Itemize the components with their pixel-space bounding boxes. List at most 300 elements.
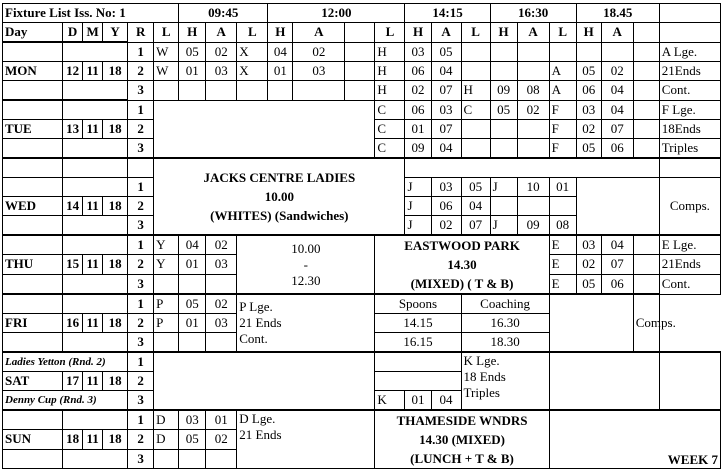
mon-rink-3 (3, 81, 721, 101)
cell: 03 (405, 42, 431, 62)
thu-event (375, 235, 549, 294)
blank (3, 449, 63, 468)
col-h: H (576, 23, 601, 43)
rink-number: 1 (128, 235, 154, 255)
date-y: 18 (103, 430, 128, 449)
header-row-times (3, 4, 721, 23)
col-h: H (268, 23, 293, 43)
blank (293, 81, 345, 101)
note: Cont. (659, 274, 720, 294)
cell: 01 (179, 62, 206, 81)
fri-note-3: Cont. (239, 331, 268, 346)
rink-number: 2 (128, 255, 154, 274)
date-m: 11 (83, 197, 103, 216)
rink-number: 2 (128, 314, 154, 333)
cell: E (549, 235, 576, 255)
col-l: L (375, 23, 405, 43)
blank (63, 100, 128, 120)
blank (633, 255, 659, 274)
col-r: R (128, 23, 154, 43)
blank (206, 274, 237, 294)
wed-event-line-1: JACKS CENTRE LADIES (203, 170, 356, 185)
wed-spacer (3, 158, 721, 178)
blank (549, 42, 576, 62)
blank-block (549, 352, 659, 410)
cell: P (154, 294, 179, 314)
blank (3, 216, 63, 236)
cell: 09 (405, 139, 431, 159)
blank (63, 158, 128, 178)
blank (461, 42, 490, 62)
cell: 04 (461, 197, 490, 216)
cell: C (461, 100, 490, 120)
thu-time-end: 12.30 (291, 272, 321, 288)
cell: E (549, 255, 576, 274)
blank (461, 120, 490, 139)
time-1200: 12:00 (268, 4, 405, 23)
cell: 01 (179, 314, 206, 333)
cell: J (490, 178, 517, 197)
fri-note: Comps. (633, 294, 659, 352)
cell: F (549, 120, 576, 139)
blank (490, 120, 517, 139)
col-d: D (63, 23, 83, 43)
cell: J (405, 178, 431, 197)
rink-number: 2 (128, 62, 154, 81)
blank (63, 235, 128, 255)
mon-rink-2 (3, 62, 721, 81)
blank (633, 274, 659, 294)
blank (268, 81, 293, 101)
date-d: 18 (63, 430, 83, 449)
cell: 01 (179, 255, 206, 274)
cell: 05 (461, 178, 490, 197)
sun-note-1: D Lge. (239, 411, 276, 426)
cell: 08 (517, 81, 549, 101)
col-y: Y (103, 23, 128, 43)
rink-number: 3 (128, 139, 154, 159)
blank (659, 23, 720, 43)
cell: F (549, 139, 576, 159)
cell: C (375, 100, 405, 120)
sat-note-3: Triples (463, 385, 500, 400)
blank (345, 62, 375, 81)
cell: 03 (206, 314, 237, 333)
rink-number: 3 (128, 333, 154, 353)
date-y: 18 (103, 255, 128, 274)
blank (490, 197, 517, 216)
cell: K (375, 391, 405, 411)
col-l: L (154, 23, 179, 43)
col-day: Day (3, 23, 63, 43)
sat-rink-1 (3, 352, 721, 372)
cell: W (154, 62, 179, 81)
blank (490, 62, 517, 81)
cell: D (154, 430, 179, 449)
blank (3, 100, 63, 120)
date-y: 18 (103, 120, 128, 139)
blank (576, 42, 601, 62)
cell: 02 (206, 235, 237, 255)
blank (490, 139, 517, 159)
thu-event-line-2: 14.30 (447, 257, 477, 272)
coaching-label: Coaching (461, 294, 549, 314)
cell: 06 (601, 139, 633, 159)
day-fri: FRI (3, 314, 63, 333)
cell: 04 (601, 100, 633, 120)
cell: 06 (576, 81, 601, 101)
cell: 10 (517, 178, 549, 197)
cell: 04 (268, 42, 293, 62)
day-sun: SUN (3, 430, 63, 449)
fri-rink-1 (3, 294, 721, 314)
cell: 02 (206, 430, 237, 449)
note: A Lge. (659, 42, 720, 62)
blank (63, 333, 128, 353)
rink-number: 1 (128, 42, 154, 62)
sun-rink-1 (3, 410, 721, 430)
spoons-label: Spoons (375, 294, 461, 314)
date-y: 18 (103, 62, 128, 81)
note: 21Ends (659, 255, 720, 274)
blank (3, 158, 63, 178)
rink-number: 1 (128, 410, 154, 430)
cell: 04 (179, 235, 206, 255)
col-m: M (83, 23, 103, 43)
blank (3, 81, 63, 101)
blank (549, 197, 576, 216)
sat-label-denny: Denny Cup (Rnd. 3) (3, 391, 128, 411)
rink-number: 1 (128, 178, 154, 197)
thu-time-start: 10.00 (291, 240, 321, 256)
cell: 08 (549, 216, 576, 236)
blank (461, 139, 490, 159)
blank (3, 274, 63, 294)
header-row-columns (3, 23, 721, 43)
blank (517, 62, 549, 81)
cell: 03 (431, 100, 461, 120)
cell: 05 (179, 430, 206, 449)
cell: 04 (431, 139, 461, 159)
blank (154, 81, 179, 101)
cell: 06 (405, 62, 431, 81)
cell: X (237, 62, 268, 81)
rink-number: 1 (128, 100, 154, 120)
blank (154, 333, 179, 353)
blank (633, 42, 659, 62)
note: Cont. (659, 81, 720, 101)
cell: 03 (206, 62, 237, 81)
time-1845: 18.45 (576, 4, 659, 23)
cell: 07 (461, 216, 490, 236)
cell: H (461, 81, 490, 101)
blank (63, 294, 128, 314)
cell: 07 (431, 120, 461, 139)
cell: 04 (601, 235, 633, 255)
rink-number: 1 (128, 352, 154, 372)
col-h: H (179, 23, 206, 43)
time-0945: 09:45 (179, 4, 268, 23)
date-m: 11 (83, 255, 103, 274)
blank (206, 449, 237, 468)
rink-number: 2 (128, 120, 154, 139)
spoons-time-2: 16.15 (375, 333, 461, 353)
date-y: 18 (103, 314, 128, 333)
cell: 05 (576, 62, 601, 81)
rink-number: 3 (128, 391, 154, 411)
rink-number: 3 (128, 449, 154, 468)
blank (179, 81, 206, 101)
blank (3, 42, 63, 62)
wed-note: Comps. (659, 178, 720, 236)
blank (206, 333, 237, 353)
blank (63, 81, 128, 101)
cell: 02 (405, 81, 431, 101)
blank (633, 120, 659, 139)
col-h: H (405, 23, 431, 43)
blank-block (154, 352, 375, 410)
blank (517, 120, 549, 139)
blank (3, 139, 63, 159)
thu-rink-1 (3, 235, 721, 255)
blank (633, 62, 659, 81)
day-mon: MON (3, 62, 63, 81)
date-d: 17 (63, 372, 83, 391)
cell: 01 (405, 120, 431, 139)
blank (63, 274, 128, 294)
date-m: 11 (83, 62, 103, 81)
blank-block (154, 100, 375, 158)
note: E Lge. (659, 235, 720, 255)
cell: 03 (576, 100, 601, 120)
cell: 05 (179, 42, 206, 62)
blank (63, 410, 128, 430)
blank-block (576, 178, 659, 236)
col-a: A (293, 23, 345, 43)
cell: W (154, 42, 179, 62)
blank (179, 274, 206, 294)
blank (517, 139, 549, 159)
blank (237, 81, 268, 101)
thu-time-dash: - (303, 256, 309, 272)
cell: 03 (293, 62, 345, 81)
blank (345, 23, 375, 43)
sun-event-line-1: THAMESIDE WNDRS (396, 413, 528, 428)
cell: Y (154, 255, 179, 274)
blank (3, 294, 63, 314)
sat-note-1: K Lge. (463, 353, 500, 368)
day-wed: WED (3, 197, 63, 216)
col-a: A (601, 23, 633, 43)
date-y: 18 (103, 197, 128, 216)
blank (179, 333, 206, 353)
date-d: 12 (63, 62, 83, 81)
date-m: 11 (83, 372, 103, 391)
wed-event-line-2: 10.00 (264, 189, 294, 204)
cell: 05 (431, 42, 461, 62)
blank (3, 333, 63, 353)
col-l: L (549, 23, 576, 43)
thu-event-line-3: (MIXED) ( T & B) (410, 276, 514, 291)
col-a: A (206, 23, 237, 43)
cell: 02 (206, 42, 237, 62)
day-sat: SAT (3, 372, 63, 391)
blank (633, 139, 659, 159)
rink-number: 2 (128, 430, 154, 449)
wed-event-line-3: (WHITES) (Sandwiches) (210, 208, 349, 223)
cell: A (549, 81, 576, 101)
sat-note-2: 18 Ends (463, 369, 506, 384)
rink-number: 2 (128, 372, 154, 391)
blank (375, 352, 461, 372)
cell: D (154, 410, 179, 430)
rink-number: 2 (128, 197, 154, 216)
cell: H (375, 42, 405, 62)
cell: H (375, 81, 405, 101)
cell: H (375, 62, 405, 81)
cell: 04 (601, 81, 633, 101)
cell: J (405, 216, 431, 236)
blank (154, 274, 179, 294)
rink-number: 3 (128, 274, 154, 294)
date-m: 11 (83, 314, 103, 333)
blank (128, 158, 154, 178)
blank-block (549, 294, 633, 352)
cell: 02 (293, 42, 345, 62)
blank (63, 178, 128, 197)
date-d: 16 (63, 314, 83, 333)
day-thu: THU (3, 255, 63, 274)
cell: 01 (268, 62, 293, 81)
cell: 03 (206, 255, 237, 274)
spoons-time-1: 14.15 (375, 314, 461, 333)
coaching-time-2: 18.30 (461, 333, 549, 353)
col-l: L (237, 23, 268, 43)
blank (345, 42, 375, 62)
fri-notes (237, 294, 375, 352)
cell: 05 (179, 294, 206, 314)
cell: C (375, 120, 405, 139)
blank (633, 81, 659, 101)
sun-event-line-3: (LUNCH + T & B) (410, 451, 514, 466)
blank (517, 197, 549, 216)
cell: C (375, 139, 405, 159)
blank (375, 372, 461, 391)
blank (63, 449, 128, 468)
blank (345, 81, 375, 101)
fixture-table (2, 3, 721, 469)
blank (659, 158, 720, 178)
cell: 05 (576, 274, 601, 294)
col-l: L (461, 23, 490, 43)
col-a: A (431, 23, 461, 43)
cell: 02 (517, 100, 549, 120)
cell: 06 (431, 197, 461, 216)
blank (633, 100, 659, 120)
wed-event (154, 158, 405, 235)
cell: 05 (490, 100, 517, 120)
blank (154, 449, 179, 468)
cell: 06 (601, 274, 633, 294)
fri-note-2: 21 Ends (239, 315, 282, 330)
cell: 04 (431, 62, 461, 81)
rink-number: 3 (128, 81, 154, 101)
cell: 03 (179, 410, 206, 430)
cell: E (549, 274, 576, 294)
date-d: 15 (63, 255, 83, 274)
tue-rink-1 (3, 100, 721, 120)
cell: P (154, 314, 179, 333)
blank (63, 139, 128, 159)
cell: 04 (431, 391, 461, 411)
blank (461, 62, 490, 81)
blank (179, 449, 206, 468)
note: 18Ends (659, 120, 720, 139)
cell: Y (154, 235, 179, 255)
fri-note-1: P Lge. (239, 299, 273, 314)
blank (3, 178, 63, 197)
blank (405, 158, 659, 178)
coaching-time-1: 16.30 (461, 314, 549, 333)
cell: J (405, 197, 431, 216)
date-d: 13 (63, 120, 83, 139)
fixture-title: Fixture List Iss. No: 1 (3, 4, 179, 23)
blank (3, 235, 63, 255)
sun-note-2: 21 Ends (239, 427, 282, 442)
cell: 01 (206, 410, 237, 430)
col-a: A (517, 23, 549, 43)
cell: 03 (431, 178, 461, 197)
date-m: 11 (83, 120, 103, 139)
time-1630: 16:30 (490, 4, 576, 23)
blank-block (659, 352, 720, 410)
sat-label-ladies: Ladies Yetton (Rnd. 2) (3, 352, 128, 372)
cell: 07 (431, 81, 461, 101)
cell: 02 (431, 216, 461, 236)
note: F Lge. (659, 100, 720, 120)
date-y: 18 (103, 372, 128, 391)
cell: 02 (576, 120, 601, 139)
day-tue: TUE (3, 120, 63, 139)
sun-event-line-2: 14.30 (MIXED) (419, 432, 505, 447)
blank (3, 410, 63, 430)
cell: 05 (576, 139, 601, 159)
date-d: 14 (63, 197, 83, 216)
cell: J (490, 216, 517, 236)
cell: 06 (405, 100, 431, 120)
mon-rink-1 (3, 42, 721, 62)
rink-number: 3 (128, 216, 154, 236)
cell: 07 (601, 255, 633, 274)
blank (633, 235, 659, 255)
sun-notes (237, 410, 375, 469)
blank (206, 81, 237, 101)
cell: A (549, 62, 576, 81)
cell: 09 (490, 81, 517, 101)
date-m: 11 (83, 430, 103, 449)
note: Triples (659, 139, 720, 159)
cell: 02 (576, 255, 601, 274)
sun-event (375, 410, 549, 469)
rink-number: 1 (128, 294, 154, 314)
cell: 01 (405, 391, 431, 411)
time-1415: 14:15 (405, 4, 490, 23)
cell: F (549, 100, 576, 120)
cell: X (237, 42, 268, 62)
note: 21Ends (659, 62, 720, 81)
cell: 09 (517, 216, 549, 236)
week-label: WEEK 7 (549, 410, 720, 469)
